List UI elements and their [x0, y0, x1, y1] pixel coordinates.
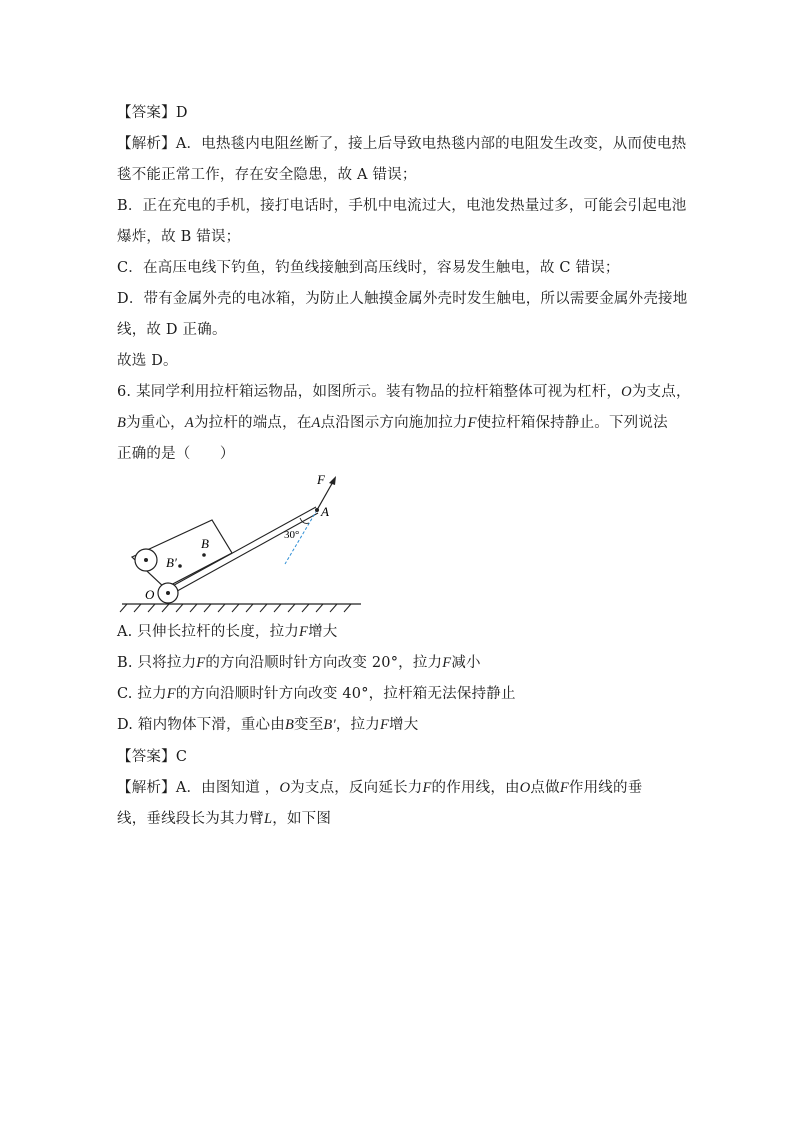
- q5-analysis-line-6: D．带有金属外壳的电冰箱，为防止人触摸金属外壳时发生触电，所以需要金属外壳接地: [117, 291, 688, 307]
- analysis-text: 线，垂线段长为其力臂: [117, 811, 264, 827]
- answer-label: 【答案】: [117, 749, 176, 765]
- analysis-text: A．由图知道 ，: [175, 780, 280, 796]
- analysis-text: 作用线的垂: [568, 780, 643, 796]
- var-F: F: [299, 624, 309, 640]
- trolley-lever-figure: [117, 468, 367, 618]
- analysis-text: 的作用线，由: [431, 780, 520, 796]
- option-text: 的方向沿顺时针方向改变 20°，拉力: [205, 655, 443, 671]
- q6-analysis-line-1: [117, 778, 642, 798]
- option-text: 减小: [451, 655, 481, 671]
- var-A: A: [184, 415, 194, 431]
- var-F: F: [379, 717, 390, 733]
- var-L: L: [264, 811, 273, 827]
- analysis-text: A．电热毯内电阻丝断了，接上后导致电热毯内部的电阻发生改变，从而使电热: [175, 136, 687, 152]
- var-A: A: [311, 415, 321, 431]
- var-F: F: [422, 780, 432, 796]
- analysis-label: 【解析】: [117, 136, 176, 152]
- var-O: O: [279, 780, 291, 796]
- q6-stem-line-2: [117, 413, 668, 433]
- ground-hatch: [120, 604, 351, 612]
- option-text: ，拉力: [335, 717, 380, 733]
- question-number: 6.: [117, 384, 132, 400]
- pivot-O-point: [166, 591, 170, 595]
- analysis-text: 点做: [530, 780, 560, 796]
- stem-text: 某同学利用拉杆箱运物品，如图所示。装有物品的拉杆箱整体可视为杠杆，: [136, 384, 622, 400]
- option-C: [117, 684, 516, 704]
- q5-analysis-line-3: B．正在充电的手机，接打电话时，手机中电流过大，电池发热量过多，可能会引起电池: [117, 198, 687, 214]
- label-B-prime: B′: [166, 555, 177, 570]
- var-O: O: [519, 780, 531, 796]
- option-A: [117, 622, 337, 642]
- force-arrowhead: [329, 476, 336, 485]
- label-angle: 30°: [284, 529, 300, 541]
- option-text: D. 箱内物体下滑，重心由: [117, 717, 285, 733]
- stem-text: 点沿图示方向施加拉力: [320, 415, 468, 431]
- option-text: C. 拉力: [117, 686, 167, 702]
- stem-text: 为重心，: [126, 415, 185, 431]
- q5-analysis-line-8: 故选 D。: [117, 353, 178, 369]
- answer-value: C: [175, 749, 188, 765]
- option-text: B. 只将拉力: [117, 655, 197, 671]
- stem-text: 为拉杆的端点，在: [193, 415, 312, 431]
- point-B-prime: [178, 564, 182, 568]
- option-D: [117, 715, 418, 735]
- q5-answer-line: [117, 103, 188, 123]
- var-F: F: [196, 655, 206, 671]
- label-F: F: [317, 472, 325, 487]
- q6-stem-line-3: 正确的是（ ）: [117, 446, 235, 462]
- var-F: F: [467, 415, 477, 431]
- option-text: 变至: [294, 717, 324, 733]
- figure-svg: [117, 468, 367, 618]
- answer-label: 【答案】: [117, 105, 176, 121]
- q5-analysis-line-5: C．在高压电线下钓鱼，钓鱼线接触到高压线时，容易发生触电，故 C 错误；: [117, 260, 620, 276]
- var-F: F: [559, 780, 569, 796]
- q6-analysis-line-2: [117, 809, 331, 829]
- label-A: A: [321, 504, 329, 519]
- option-text: 增大: [389, 717, 419, 733]
- option-text: 的方向沿顺时针方向改变 40°，拉杆箱无法保持静止: [175, 686, 516, 702]
- analysis-label: 【解析】: [117, 780, 176, 796]
- label-O: O: [145, 587, 155, 602]
- option-B: [117, 653, 481, 673]
- var-B: B: [284, 717, 294, 733]
- upper-wheel-axle: [144, 558, 148, 562]
- analysis-text: ，如下图: [272, 811, 332, 827]
- option-text: A. 只伸长拉杆的长度，拉力: [117, 624, 299, 640]
- q6-stem-line-1: [117, 382, 691, 402]
- q5-analysis-line-4: 爆炸，故 B 错误；: [117, 229, 241, 245]
- point-B: [202, 553, 206, 557]
- var-F: F: [442, 655, 452, 671]
- label-B: B: [201, 536, 209, 551]
- stem-text: 使拉杆箱保持静止。下列说法: [476, 415, 668, 431]
- q5-analysis-line-7: 线，故 D 正确。: [117, 322, 227, 338]
- stem-text: 为支点，: [631, 384, 691, 400]
- var-B: B: [117, 415, 127, 431]
- q6-answer-line: [117, 747, 187, 767]
- var-F: F: [166, 686, 176, 702]
- q5-analysis-line-1: [117, 134, 686, 154]
- point-A: [315, 508, 319, 512]
- answer-value: D: [175, 105, 188, 121]
- analysis-text: 为支点，反向延长力: [290, 780, 423, 796]
- var-O: O: [621, 384, 632, 400]
- var-B-prime: B′: [323, 717, 336, 733]
- option-text: 增大: [308, 624, 338, 640]
- q5-analysis-line-2: 毯不能正常工作，存在安全隐患，故 A 错误；: [117, 167, 417, 183]
